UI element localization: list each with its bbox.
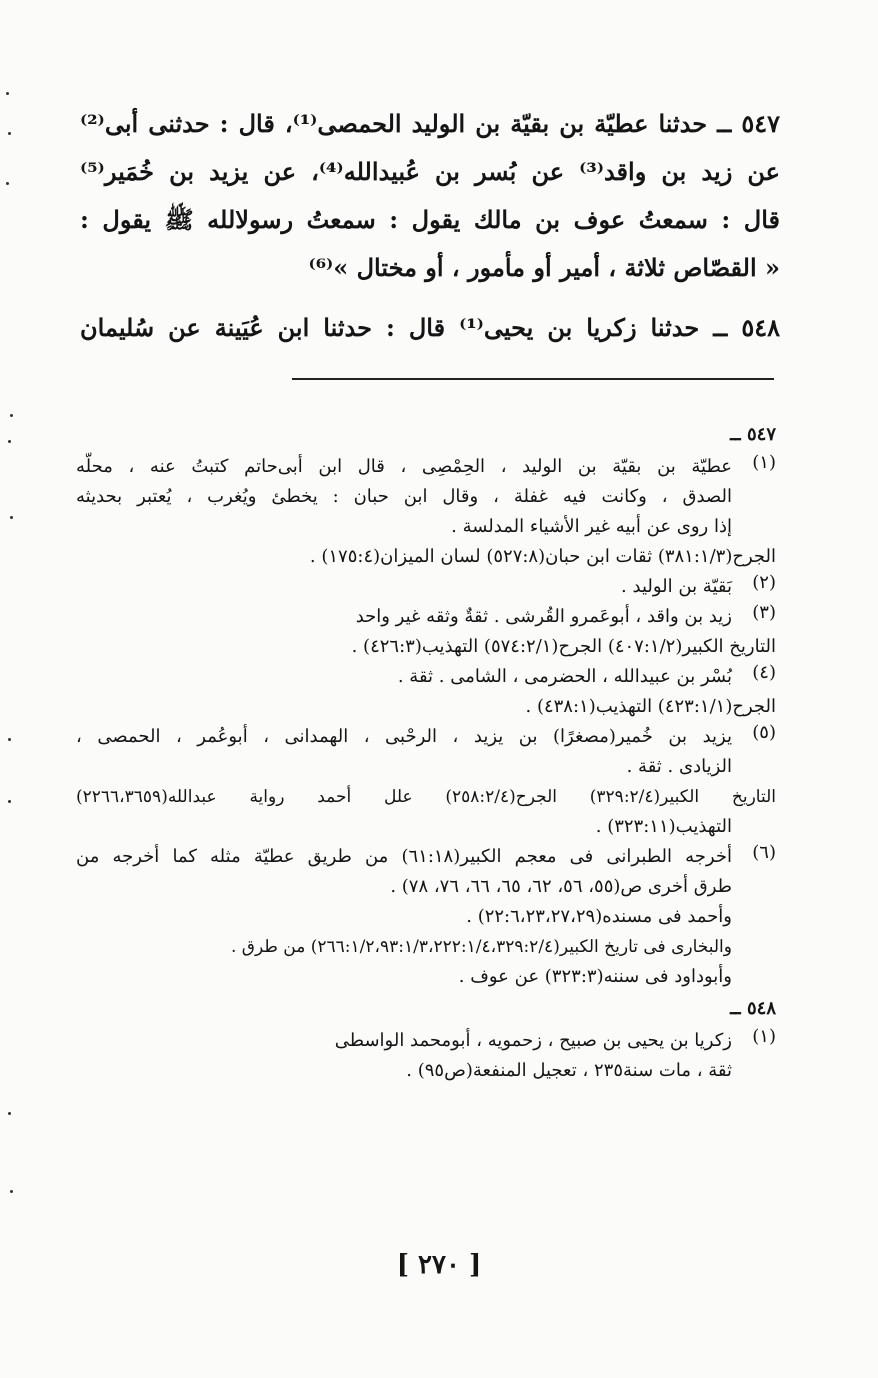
footnote-section-547: ٥٤٧ ــ — [730, 424, 776, 445]
scan-speck — [6, 92, 9, 95]
page-number: [ ٢٧٠ ] — [396, 1250, 482, 1280]
footnote-section-548: ٥٤٨ ــ — [730, 998, 776, 1019]
footnote-line: بَقيّة بن الوليد . — [621, 576, 732, 597]
scan-speck — [8, 440, 11, 443]
footnote-line: الزيادى . ثقة . — [626, 756, 732, 777]
footnote-2 — [76, 572, 776, 602]
footnote-line: عطيّة بن بقيّة بن الوليد ، الحِمْصِى ، قال ابن أبى‌حاتم كتبتُ عنه ، محلّه — [76, 456, 732, 477]
footnote-line: أخرجه الطبرانى فى معجم الكبير(٦١:١٨) من طريق عطيّة مثله كما أخرجه من — [76, 846, 732, 867]
footnote-line: زكريا بن يحيى بن صبيح ، زحمويه ، أبومحمد الواسطى — [334, 1030, 732, 1051]
footnote-3 — [76, 602, 776, 662]
footnote-5 — [76, 722, 776, 842]
hadith-line: ٥٤٧ ــ حدثنا عطيّة بن بقيّة بن الوليد الحمصى⁽¹⁾، قال : حدثنى أبى⁽²⁾ — [80, 109, 780, 138]
footnote-line: ثقة ، مات سنة٢٣٥ ، تعجيل المنفعة(ص٩٥) . — [406, 1060, 732, 1081]
scan-speck — [10, 516, 13, 519]
footnote-number: (٣) — [752, 602, 776, 623]
footnote-4 — [76, 662, 776, 722]
hadith-line: ٥٤٨ ــ حدثنا زكريا بن يحيى⁽¹⁾ قال : حدثنا ابن عُيَينة عن سُليمان — [80, 313, 780, 342]
footnote-line: طرق أخرى ص(٥٥، ٥٦، ٦٢، ٦٥، ٦٦، ٧٦، ٧٨) . — [390, 876, 732, 897]
scan-speck — [8, 738, 11, 741]
footnote-548-1 — [76, 1026, 776, 1086]
footnote-line: التاريخ الكبير(٣٢٩:٢/٤) الجرح(٢٥٨:٢/٤) علل أحمد رواية عبدالله(٢٢٦٦،٣٦٥٩) — [76, 787, 776, 807]
footnote-line: التهذيب(٣٢٣:١١) . — [595, 816, 732, 837]
footnote-line: إذا روى عن أبيه غير الأشياء المدلسة . — [451, 516, 732, 537]
hadith-line: « القصّاص ثلاثة ، أمير أو مأمور ، أو مختال »⁽⁶⁾ — [308, 253, 780, 282]
footnote-6 — [76, 842, 776, 992]
footnote-number: (٤) — [752, 662, 776, 683]
footnote-line: التاريخ الكبير(٤٠٧:١/٢) الجرح(٥٧٤:٢/١) التهذيب(٤٢٦:٣) . — [351, 636, 776, 657]
footnote-line: يزيد بن خُمير(مصغرًا) بن يزيد ، الرحْبى ، الهمدانى ، أبوعُمر ، الحمصى ، — [76, 726, 732, 747]
footnote-line: الصدق ، وكانت فيه غفلة ، وقال ابن حبان : يخطئ ويُغرب ، يُعتبر بحديثه — [76, 486, 732, 507]
footnote-line: بُسْر بن عبيدالله ، الحضرمى ، الشامى . ثقة . — [397, 666, 732, 687]
hadith-line: عن زيد بن واقد⁽³⁾ عن بُسر بن عُبيدالله⁽⁴⁾، عن يزيد بن خُمَير⁽⁵⁾ — [80, 157, 780, 186]
footnote-number: (٥) — [752, 722, 776, 743]
footnote-number: (٢) — [752, 572, 776, 593]
footnote-number: (٦) — [752, 842, 776, 863]
footnotes — [76, 418, 776, 1086]
scan-speck — [8, 132, 11, 135]
footnote-1 — [76, 452, 776, 572]
footnote-line: وأحمد فى مسنده(٢٢:٦،٢٣،٢٧،٢٩) . — [466, 906, 732, 927]
scan-speck — [8, 1112, 11, 1115]
footnote-line: والبخارى فى تاريخ الكبير(٢٦٦:١/٢،٩٣:١/٣،٢٢٢:١/٤،٣٢٩:٢/٤) من طرق . — [231, 937, 732, 957]
hadith-text — [80, 100, 780, 352]
footnote-line: الجرح(٤٢٣:١/١) التهذيب(٤٣٨:١) . — [525, 696, 776, 717]
scan-speck — [6, 182, 9, 185]
hadith-line: قال : سمعتُ عوف بن مالك يقول : سمعتُ رسولالله ﷺ يقول : — [80, 205, 780, 234]
scan-speck — [8, 800, 11, 803]
footnote-line: وأبوداود فى سننه(٣٢٣:٣) عن عوف . — [458, 966, 732, 987]
scan-speck — [10, 414, 13, 417]
footnote-line: زيد بن واقد ، أبوعَمرو القُرشى . ثقةٌ وثقه غير واحد — [355, 606, 732, 627]
scan-speck — [10, 1190, 13, 1193]
footnote-number: (١) — [752, 1026, 776, 1047]
footnote-number: (١) — [752, 452, 776, 473]
footnote-line: الجرح(٣٨١:١/٣) ثقات ابن حبان(٥٢٧:٨) لسان الميزان(١٧٥:٤) . — [309, 546, 776, 567]
footnote-divider — [292, 378, 774, 380]
